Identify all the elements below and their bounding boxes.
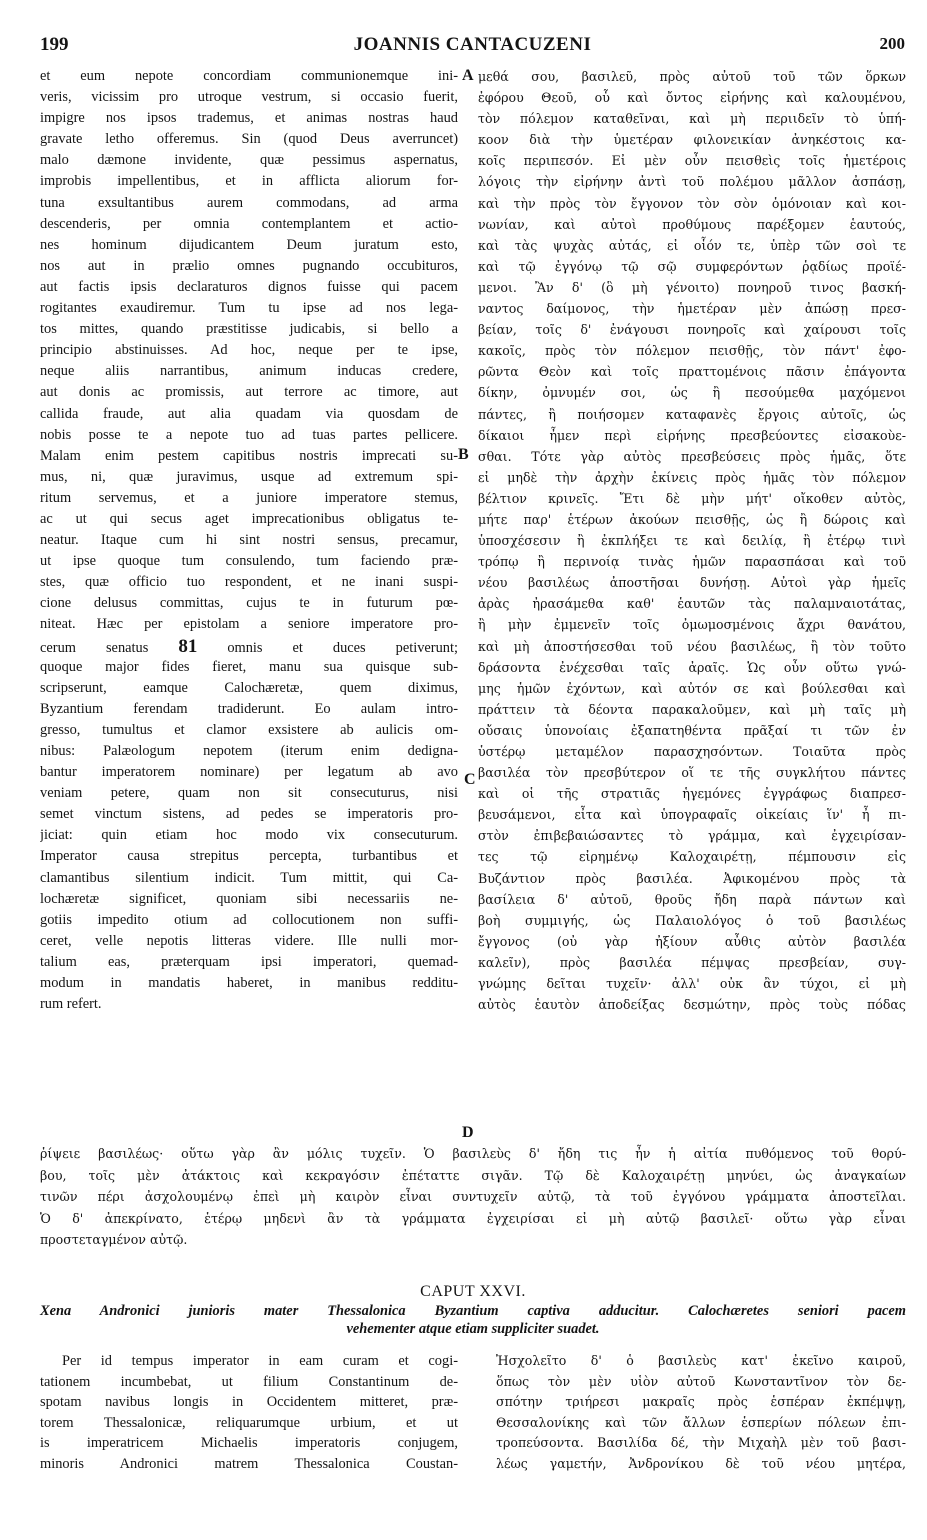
- text-line: τινῶν πέρι ἀσχολουμένῳ ἐπεὶ μὴ καιρὸν εἶναι συντυχεῖν αὐτῷ, τὰ τοῦ ἐγγόνου γράμματα ἀποστεῖλαι.: [40, 1189, 906, 1205]
- text-line: et eum nepote concordiam communionemque ini-: [40, 68, 458, 84]
- text-line: καὶ τὰς ψυχὰς αὐτάς, εἰ οἷόν τε, ὑπὲρ τῶν σοὶ τε: [478, 237, 906, 253]
- text-line: νέου βασιλέως ἀποστῆσαι δυνήσῃ. Αὐτοὶ γὰρ ἡμεῖς: [478, 575, 906, 591]
- text-line: καλεῖν), πρὸς βασιλέα πέμψας πρεσβείαν, συγ-: [478, 954, 906, 970]
- margin-letter-c: C: [464, 771, 476, 788]
- text-line: ceret, velle nepotis litteras videre. Ille nulli mor-: [40, 932, 458, 949]
- margin-letter-b: B: [458, 446, 469, 463]
- text-line: ὑστέρῳ μεταμέλον παρασχησόντων. Τοιαῦτα πρὸς: [478, 744, 906, 759]
- continuation-page-number: 200: [879, 34, 905, 53]
- text-line: omnis et duces petiverunt;: [227, 639, 458, 656]
- text-line: τες τῷ εἰρημένῳ Καλοχαιρέτῃ, πέμπουσιν εἰς: [478, 849, 906, 865]
- greek-column: [478, 66, 906, 1015]
- text-line: δίκην, ὀμνυμέν σοι, ὡς ἢ πεσούμεθα μαχόμενοι: [478, 385, 906, 401]
- inline-section-marker: 81: [178, 635, 198, 657]
- text-line: gresso, tumultus et clamor exsistere ab aulicis om-: [40, 721, 458, 738]
- text-line: Malam enim pestem capitibus nostris imprecati su-: [40, 447, 458, 464]
- latin-column: [40, 66, 458, 1015]
- text-line: nes hominum dijudicantem Deum juratum esto,: [40, 236, 458, 253]
- chapter-summary: [40, 1303, 906, 1338]
- text-line: neque aliis narrantibus, animum inducas credere,: [40, 363, 458, 380]
- greek-lower-column: [496, 1351, 906, 1474]
- text-line: τὸν πόλεμον καταθεῖναι, καὶ μὴ περιιδεῖν τὸ ὑπή-: [478, 111, 906, 127]
- text-line: ἀρὰς ἠρασάμεθα καθ' ἑαυτῶν τὰς παλαμναιοτάτας,: [478, 596, 906, 612]
- text-line: callida fraude, aut alia quadam via quosdam de: [40, 405, 458, 422]
- text-line: βέλτιον κρινεῖς. Ἔτι δὲ μὴν μήτ' οἴκοθεν αὐτὸς,: [478, 490, 906, 506]
- text-line: βευσάμενοι, εἶτα καὶ ὑπογραφαῖς οἰκείαις ἵν' ἦ πι-: [478, 807, 906, 823]
- text-line: βείαν, τοῖς δ' ἐνάγουσι πονηροῖς καὶ χαίρουσι τοῖς: [478, 322, 906, 338]
- text-line: ritum servemus, et a juniore imperatore stemus,: [40, 489, 458, 506]
- text-line: ἢ μὴν ἐμμενεῖν τοῖς ὀμωμοσμένοις ἄχρι θανάτου,: [478, 617, 906, 633]
- text-line: [40, 636, 458, 657]
- text-line: εἰ μηδὲ τὴν ἀρχὴν ἐκίνεις πρὸς ἡμᾶς τὸν πόλεμον: [478, 469, 906, 485]
- text-line: veniam petere, quam non sit consecuturus, nisi: [40, 785, 458, 802]
- margin-letter-a: A: [462, 67, 474, 84]
- text-line: Θεσσαλονίκης καὶ τῶν ἄλλων ἑσπερίων πόλεων ἐπι-: [496, 1414, 906, 1430]
- text-line: mus, ni, quæ juravimus, usque ad extremum spi-: [40, 468, 458, 485]
- text-line: neatur. Itaque cum hi sint nostri sensus, precamur,: [40, 532, 458, 549]
- text-line: ὑποσχέσεσιν ἢ ἐκπλήξει τε καὶ δειλίᾳ, ἢ ἑτέρῳ τινὶ: [478, 533, 906, 549]
- text-line: καὶ τὴν πρὸς τὸν ἔγγονον τὸν σὸν ὁμόνοιαν καὶ κοι-: [478, 195, 906, 211]
- text-line: καὶ μὴ ἀποστήσεσθαι τοῦ νέου βασιλέως, ἢ τὸν τοῦτο: [478, 638, 906, 654]
- chapter-heading: CAPUT XXVI.: [420, 1283, 526, 1300]
- page-number: 199: [40, 34, 69, 55]
- text-line: rogitantes exaudiremur. Tum tu ipse ad nos lega-: [40, 300, 458, 317]
- text-line: tationem incumbebat, ut filium Constantinum de-: [40, 1373, 458, 1390]
- text-line: bantur imperatorem nominare) per legatum ab avo: [40, 764, 458, 781]
- text-line: quoque major fides fieret, manu sua quisque sub-: [40, 658, 458, 675]
- text-line: niteat. Hæc per epistolam a seniore imperatore pro-: [40, 616, 458, 633]
- text-line: δράσοντα ἐνέχεσθαι ταῖς ἀραῖς. Ὡς οὖν οὕτω γνώ-: [478, 659, 906, 675]
- text-line: impigre nos ipsos trademus, et animas nostras haud: [40, 110, 458, 127]
- text-line: stes, quæ officio tuo respondent, et ne inani suspi-: [40, 574, 458, 591]
- text-line: tos mittes, quando præstitisse judicabis, si bello a: [40, 321, 458, 338]
- text-line: Byzantium ferendam tradiderunt. Eo aulam intro-: [40, 700, 458, 717]
- text-line: προστεταγμένον αὐτῷ.: [40, 1232, 188, 1248]
- text-line: μενοι. Ἂν δ' (ὃ μὴ γένοιτο) πονηροῦ τινος βασκή-: [478, 279, 906, 295]
- text-line: μήτε παρ' ἑτέρων ἀκούων πεισθῇς, ὡς ἢ δώροις καὶ: [478, 511, 906, 527]
- text-line: κακοῖς, πρὸς τὸν πόλεμον πεισθῇς, τὸν πάντ' ἐφο-: [478, 343, 906, 359]
- text-line: λόγοις τὴν εἰρήνην ἀντὶ τοῦ πολέμου μᾶλλον ἀσπάσῃ,: [478, 174, 906, 190]
- text-line: γνώμης δεῖται τυχεῖν· ἀλλ' οὐκ ἂν τύχοι, εἰ μὴ: [478, 976, 906, 992]
- text-line: ῥίψειε βασιλέως· οὕτω γὰρ ἂν μόλις τυχεῖν. Ὁ βασιλεὺς δ' ἤδη τις ἦν ἡ αἰτία πυθόμενος τοῦ θορύ-: [40, 1146, 906, 1161]
- text-line: gotiis impedito otium ad collocutionem non suffi-: [40, 911, 458, 928]
- text-line: σπότην τριήρεσι μακραῖς πρὸς ἑσπέραν ἐκπέμψῃ,: [496, 1394, 906, 1409]
- text-line: scripserunt, eamque Calochæretæ, quem diximus,: [40, 679, 458, 696]
- text-line: cione delusus committas, cujus te in futurum pœ-: [40, 595, 458, 612]
- text-line: δίκαιοι ἦμεν περὶ εἰρήνης πρεσβεύοντες εἰσακοὺε-: [478, 427, 906, 443]
- text-line: τροπεύσοντα. Βασιλίδα δέ, τὴν Μιχαὴλ μὲν τοῦ βασι-: [496, 1435, 906, 1450]
- text-line: αὐτὸς ἑαυτὸν ἀποδείξας δεσμώτην, πρὸς τοὺς πόδας: [478, 997, 906, 1013]
- text-line: veris, vicissim pro utroque vestrum, si occasio fuerit,: [40, 89, 458, 106]
- text-line: ὅπως τὸν μὲν υἱὸν αὐτοῦ Κωνσταντῖνον τὸν δε-: [496, 1373, 906, 1389]
- text-line: minoris Andronici matrem Thessalonica Coustan-: [40, 1455, 458, 1472]
- text-line: nibus: Palæologum nepotem (iterum enim dedigna-: [40, 743, 458, 759]
- text-line: improbis impellentibus, et in afflicta aliorum for-: [40, 173, 458, 190]
- latin-lower-column: [40, 1351, 458, 1474]
- text-line: ρῶντα Θεὸν καὶ τοῖς πραττομένοις πᾶσιν ἐπάγοντα: [478, 364, 906, 380]
- text-line: λέως γαμετήν, Ἀνδρονίκου δὲ τοῦ νέου μητέρα,: [496, 1455, 906, 1471]
- text-line: gravate letho offeremus. Sin (quod Deus averruncet): [40, 131, 458, 148]
- text-line: rum refert.: [40, 996, 102, 1013]
- running-title: JOANNIS CANTACUZENI: [353, 34, 592, 55]
- text-line: semet vinctum sistens, ad pedes se imperatoris pro-: [40, 806, 458, 823]
- text-line: talium eas, præterquam ipsi imperatori, quemad-: [40, 953, 458, 970]
- text-line: spotam navibus longis in Occidentem mitteret, præ-: [40, 1394, 458, 1410]
- text-line: τρόπῳ ἢ περινοίᾳ τινὰς ἡμῶν παρασπάσαι καὶ τοῦ: [478, 554, 906, 570]
- text-line: ἔγγονος (οὐ γὰρ ἠξίουν αὖθις αὐτὸν βασιλέα: [478, 933, 906, 949]
- text-line: ἐφόρου Θεοῦ, οὗ καὶ ὄντος εἰρήνης καὶ καλουμένου,: [478, 90, 906, 106]
- summary-line: Xena Andronici junioris mater Thessalonica Byzantium captiva adducitur. Calochæretes seniori pacem: [40, 1303, 906, 1319]
- summary-line: vehementer atque etiam suppliciter suadet.: [346, 1320, 600, 1337]
- text-line: βοὴ συμμιγής, ὡς Παλαιολόγος ὁ τοῦ βασιλέως: [478, 912, 906, 928]
- text-line: aut donis ac promissis, aut terrore ac timore, aut: [40, 384, 458, 401]
- text-line: cerum senatus: [40, 639, 149, 656]
- text-line: ut ipse quoque tum consulendo, tum faciendo præ-: [40, 553, 458, 570]
- text-line: στὸν ἐπιβεβαιώσαντες τὸ γράμμα, καὶ ἐγχειρίσαν-: [478, 828, 906, 844]
- text-line: clamantibus silentium indicit. Tum mittit, qui Ca-: [40, 869, 458, 886]
- text-line: οὔσαις ὑπονοίαις ἐξαπατηθέντα πρᾶξαί τι τῶν ἐν: [478, 722, 906, 738]
- text-line: modum in mandatis haberet, in manibus redditu-: [40, 975, 458, 992]
- text-line: descenderis, per omnia contemplantem et actio-: [40, 215, 458, 232]
- text-line: malo dæmone invidente, quæ pessimus aspernatus,: [40, 152, 458, 169]
- text-line: jiciat: quin etiam hoc modo vix consecuturum.: [40, 827, 458, 844]
- text-line: ac ut qui secus aget imprecationibus obligatus te-: [40, 510, 458, 527]
- text-line: πάντες, ἢ ποιήσομεν καταφανὲς ἔργοις αὐτοῖς, ὡς: [478, 406, 906, 422]
- text-line: aut factis ipsis declaraturos dignos fuisse qui pacem: [40, 278, 458, 295]
- text-line: βου, τοῖς μὲν ἀτάκτοις καὶ κεκραγόσιν ἐπέταττε σιγᾶν. Τῷ δὲ Καλοχαιρέτῃ μηνύει, ὡς ἀναγκαίων: [40, 1167, 906, 1183]
- running-header: [40, 34, 905, 60]
- text-line: καὶ τῷ ἐγγόνῳ τῷ σῷ συμφερόντων ῥᾳδίως προϊέ-: [478, 258, 906, 274]
- text-line: is imperatricem Michaelis imperatoris conjugem,: [40, 1435, 458, 1451]
- greek-full-width-paragraph: [40, 1143, 906, 1251]
- text-line: σθαι. Τότε γὰρ αὐτὸς πρεσβεύσεις πρὸς ἡμᾶς, ὅτε: [478, 448, 906, 464]
- text-line: tuna exsultantibus aurem commodans, ad arma: [40, 194, 458, 211]
- text-line: Imperator causa strepitus percepta, turbantibus et: [40, 848, 458, 865]
- text-line: Ὁ δ' ἀπεκρίνατο, ἑτέρῳ μηδενὶ ἂν τὰ γράμματα ἐγχειρίσαι εἰ μὴ αὐτῷ βασιλεῖ· οὕτω γὰρ εἶναι: [40, 1210, 906, 1226]
- text-line: πράττειν τὰ δέοντα παρακαλοῦμεν, καὶ μὴ ταῖς μὴ: [478, 701, 906, 717]
- text-line: torem Thessalonicæ, reliquarumque urbium, et ut: [40, 1414, 458, 1431]
- text-line: nos aut in prælio omnes pugnando occubituros,: [40, 257, 458, 274]
- margin-letter-d: D: [462, 1124, 474, 1141]
- text-line: Βυζάντιον πρὸς βασιλέα. Ἀφικομένου πρὸς τὰ: [478, 870, 906, 886]
- text-line: Ἠσχολεῖτο δ' ὁ βασιλεὺς κατ' ἐκεῖνο καιροῦ,: [496, 1353, 906, 1368]
- text-line: βασίλεια δ' αὐτοῦ, θροῦς ἤδη παρὰ πάντων καὶ: [478, 891, 906, 907]
- text-line: ναντος δαίμονος, τὴν ἡμετέραν μὲν ἀπώσῃ πρεσ-: [478, 301, 906, 317]
- text-line: κοον διὰ τὴν ὑμετέραν φιλονεικίαν ἀνηκέστοις κα-: [478, 132, 906, 148]
- text-line: καὶ οἱ τῆς στρατιᾶς ἡγεμόνες ἐγγράφως διαπρεσ-: [478, 786, 906, 802]
- text-line: νωνίαν, καὶ αὐτοὶ προθύμους παρέξομεν ἑαυτούς,: [478, 216, 906, 232]
- text-line: κοῖς περιπεσόν. Εἰ μὲν οὖν πεισθεὶς τοῖς ἡμετέροις: [478, 153, 906, 169]
- text-line: μεθά σου, βασιλεῦ, πρὸς αὐτοῦ τοῦ τῶν ὅρκων: [478, 69, 906, 84]
- text-line: lochæretæ significet, quoniam sibi necessariis ne-: [40, 890, 458, 907]
- text-line: Per id tempus imperator in eam curam et cogi-: [62, 1353, 458, 1369]
- text-line: principio abstinuisses. Ad hoc, neque per te ipse,: [40, 342, 458, 359]
- text-line: μης ἡμῶν ἐχόντων, καὶ αὐτόν σε καὶ βούλεσθαι καὶ: [478, 680, 906, 696]
- text-line: nobis posse te a nepote tuo ad tuas partes pellicere.: [40, 426, 458, 443]
- text-line: βασιλέα τὸν πρεσβύτερον οἵ τε τῆς συγκλήτου πάντες: [478, 765, 906, 781]
